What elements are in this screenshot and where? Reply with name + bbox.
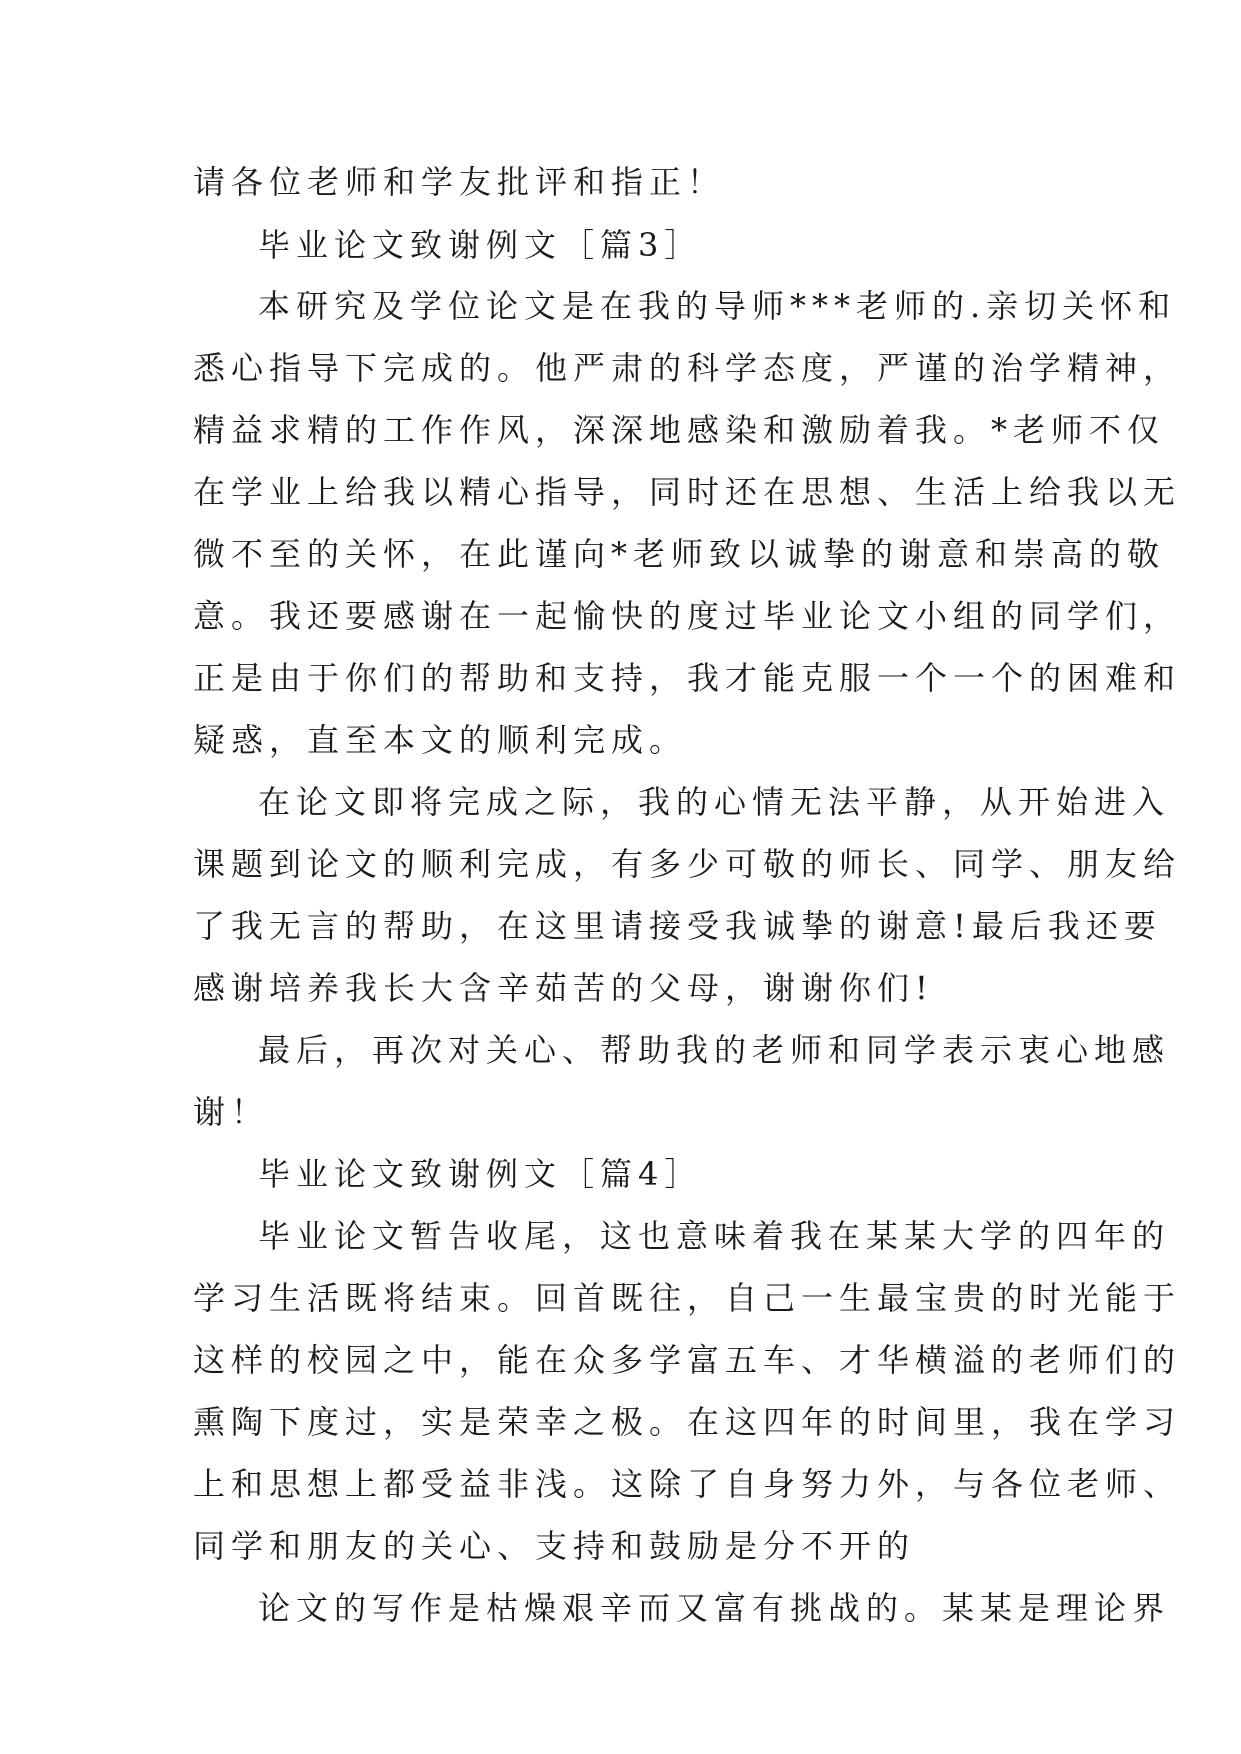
text-line: 了我无言的帮助，在这里请接受我诚挚的谢意!最后我还要 (193, 907, 1162, 945)
section-heading-4: 毕业论文致谢例文［篇4］ (258, 1155, 703, 1193)
text-line: 正是由于你们的帮助和支持，我才能克服一个一个的困难和 (193, 659, 1182, 697)
text-line: 同学和朋友的关心、支持和鼓励是分不开的 (193, 1527, 916, 1565)
text-line: 疑惑，直至本文的顺利完成。 (193, 721, 688, 759)
text-line: 请各位老师和学友批评和指正！ (193, 163, 726, 201)
text-line: 课题到论文的顺利完成，有多少可敬的师长、同学、朋友给 (193, 845, 1182, 883)
text-line: 熏陶下度过，实是荣幸之极。在这四年的时间里，我在学习 (193, 1403, 1182, 1441)
text-line: 最后，再次对关心、帮助我的老师和同学表示衷心地感 (258, 1031, 1171, 1069)
text-line: 本研究及学位论文是在我的导师***老师的.亲切关怀和 (258, 287, 1177, 325)
text-line: 上和思想上都受益非浅。这除了自身努力外，与各位老师、 (193, 1465, 1182, 1503)
text-line: 悉心指导下完成的。他严肃的科学态度，严谨的治学精神， (193, 349, 1182, 387)
text-line: 谢！ (193, 1093, 270, 1131)
text-line: 微不至的关怀，在此谨向*老师致以诚挚的谢意和崇高的敬 (193, 535, 1166, 573)
text-line: 学习生活既将结束。回首既往，自己一生最宝贵的时光能于 (193, 1279, 1182, 1317)
text-line: 在学业上给我以精心指导，同时还在思想、生活上给我以无 (193, 473, 1182, 511)
text-line: 论文的写作是枯燥艰辛而又富有挑战的。某某是理论界 (258, 1589, 1171, 1627)
section-heading-3: 毕业论文致谢例文［篇3］ (258, 226, 703, 264)
text-line: 这样的校园之中，能在众多学富五车、才华横溢的老师们的 (193, 1341, 1182, 1379)
text-line: 感谢培养我长大含辛茹苦的父母，谢谢你们! (193, 969, 934, 1007)
text-line: 在论文即将完成之际，我的心情无法平静，从开始进入 (258, 783, 1171, 821)
text-line: 精益求精的工作作风，深深地感染和激励着我。*老师不仅 (193, 411, 1166, 449)
text-line: 意。我还要感谢在一起愉快的度过毕业论文小组的同学们， (193, 597, 1182, 635)
text-line: 毕业论文暂告收尾，这也意味着我在某某大学的四年的 (258, 1217, 1171, 1255)
